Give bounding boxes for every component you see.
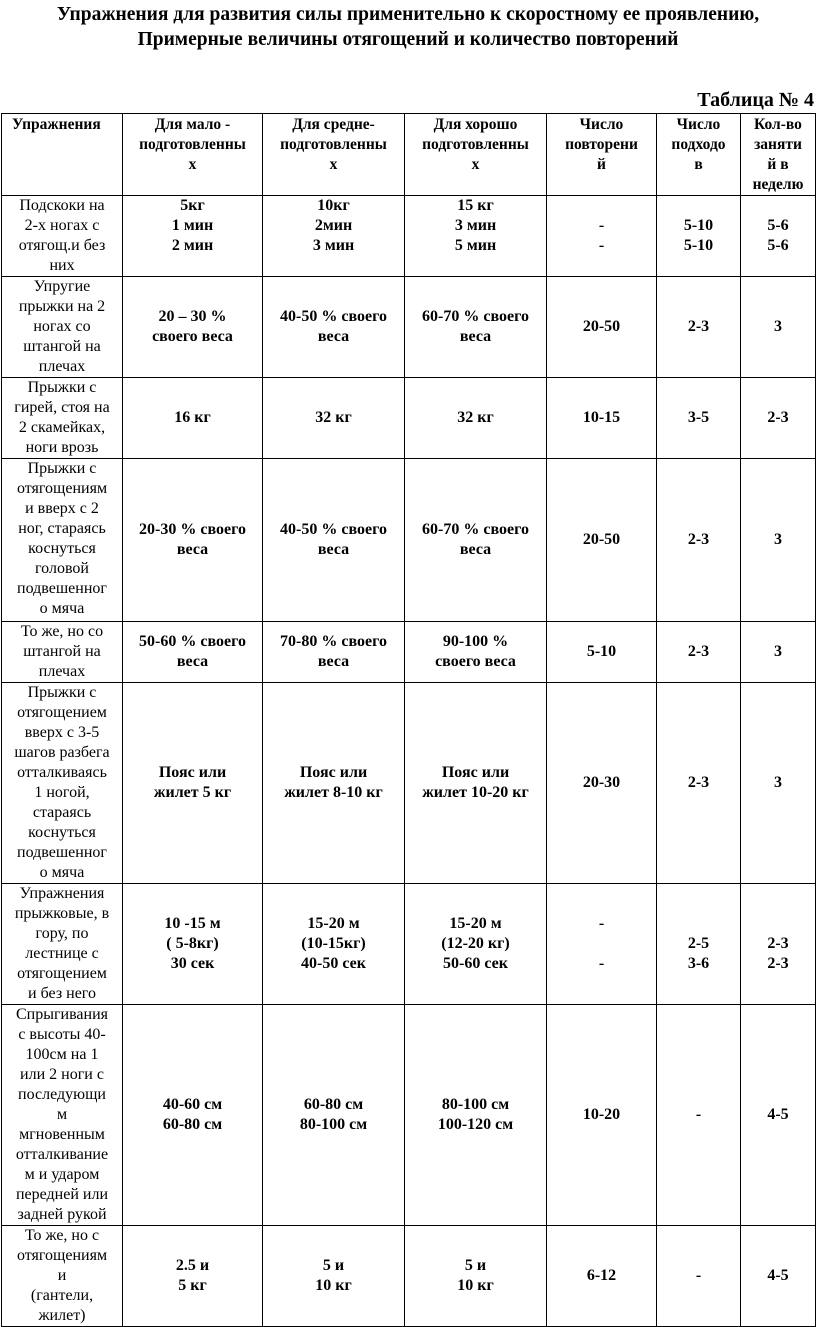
cell-text: 3	[774, 531, 782, 548]
cell-text: Подскоки на 2-х ногах с отягощ.и без них	[18, 197, 106, 274]
cell-text: Пояс или жилет 10-20 кг	[422, 764, 529, 801]
table-cell-repetitions	[547, 884, 657, 1005]
table-cell-sets	[657, 277, 741, 378]
table-cell-repetitions	[547, 459, 657, 622]
cell-text: Упругие прыжки на 2 ногах со штангой на плечах	[18, 278, 106, 375]
table-cell-beginner	[123, 277, 263, 378]
table-cell-sessions	[741, 459, 816, 622]
table-row	[2, 1005, 816, 1226]
table-cell-exercise	[2, 683, 123, 884]
header-row	[2, 114, 816, 196]
cell-text: 2-3	[687, 774, 710, 791]
table-row	[2, 1226, 816, 1327]
cell-text: 15 кг 3 мин 5 мин	[454, 197, 497, 254]
header-cell-repetitions: Число повторени й	[547, 114, 657, 196]
cell-text: 5-10 5-10	[683, 217, 714, 254]
table-cell-sessions	[741, 884, 816, 1005]
table-cell-sets	[657, 884, 741, 1005]
cell-text: Прыжки с гирей, стоя на 2 скамейках, ноги врозь	[14, 379, 110, 456]
table-row	[2, 196, 816, 277]
table-cell-repetitions	[547, 196, 657, 277]
cell-text: 3-5	[687, 409, 710, 426]
cell-text: Упражнения прыжковые, в гору, по лестнице с отягощением и без него	[14, 885, 110, 1002]
cell-text: 2.5 и 5 кг	[175, 1257, 210, 1294]
exercise-table	[1, 113, 816, 1327]
cell-text: 2-3	[687, 643, 710, 660]
table-cell-beginner	[123, 1226, 263, 1327]
table-cell-exercise	[2, 884, 123, 1005]
cell-text: 10 -15 м ( 5-8кг) 30 сек	[164, 915, 221, 972]
cell-text: -	[695, 1106, 702, 1123]
header-cell-advanced: Для хорошо подготовленны х	[405, 114, 547, 196]
cell-text: 3	[774, 643, 782, 660]
cell-text: Прыжки с отягощениям и вверх с 2 ног, стараясь коснуться головой подвешенног о мяча	[16, 460, 108, 617]
cell-text: 16 кг	[174, 409, 211, 426]
table-row	[2, 622, 816, 683]
table-cell-intermediate	[263, 622, 405, 683]
table-cell-sets	[657, 622, 741, 683]
table-cell-beginner	[123, 683, 263, 884]
cell-text: 2-3	[767, 409, 789, 426]
table-cell-advanced	[405, 622, 547, 683]
table-cell-sessions	[741, 196, 816, 277]
cell-text: 4-5	[767, 1106, 789, 1123]
table-cell-intermediate	[263, 196, 405, 277]
cell-text: 20-50	[582, 531, 621, 548]
table-row	[2, 277, 816, 378]
table-cell-sessions	[741, 683, 816, 884]
table-row	[2, 884, 816, 1005]
document-title	[0, 2, 816, 52]
title-line-1: Упражнения для развития силы применительно к скоростному ее проявлению,	[56, 4, 760, 25]
cell-text: Прыжки с отягощением вверх с 3-5 шагов разбега отталкиваясь 1 ногой, стараясь коснуться подвешенног о мяча	[14, 684, 110, 881]
cell-text: 40-50 % своего веса	[280, 308, 387, 345]
cell-text: То же, но со штангой на плечах	[20, 623, 104, 680]
table-cell-intermediate	[263, 884, 405, 1005]
cell-text: 20-50	[582, 318, 621, 335]
table-cell-sessions	[741, 1005, 816, 1226]
cell-text: 5 и 10 кг	[457, 1257, 494, 1294]
table-cell-advanced	[405, 1226, 547, 1327]
table-cell-advanced	[405, 378, 547, 459]
cell-text: 20-30	[582, 774, 621, 791]
table-cell-exercise	[2, 459, 123, 622]
table-cell-advanced	[405, 196, 547, 277]
table-cell-sets	[657, 1005, 741, 1226]
cell-text: 80-100 см 100-120 см	[437, 1096, 514, 1133]
cell-text: 5 и 10 кг	[315, 1257, 352, 1294]
cell-text: 10-15	[582, 409, 621, 426]
header-cell-beginner: Для мало - подготовленны х	[123, 114, 263, 196]
table-cell-exercise	[2, 1005, 123, 1226]
table-cell-advanced	[405, 459, 547, 622]
cell-text: 5-10	[586, 643, 617, 660]
cell-text: 5-6 5-6	[767, 217, 789, 254]
table-cell-repetitions	[547, 378, 657, 459]
cell-text: 2-3	[687, 318, 710, 335]
table-cell-sets	[657, 683, 741, 884]
cell-text: 3	[774, 318, 782, 335]
cell-text: 40-50 % своего веса	[280, 521, 387, 558]
table-cell-intermediate	[263, 683, 405, 884]
table-cell-beginner	[123, 622, 263, 683]
table-cell-exercise	[2, 378, 123, 459]
cell-text: 6-12	[586, 1267, 617, 1284]
cell-text: 60-70 % своего веса	[422, 308, 529, 345]
table-cell-advanced	[405, 277, 547, 378]
table-cell-repetitions	[547, 683, 657, 884]
table-cell-advanced	[405, 1005, 547, 1226]
cell-text: -	[695, 1267, 702, 1284]
title-line-2: Примерные величины отягощений и количество повторений	[137, 29, 679, 50]
cell-text: 60-80 см 80-100 см	[299, 1096, 368, 1133]
table-cell-exercise	[2, 196, 123, 277]
cell-text: 50-60 % своего веса	[139, 633, 246, 670]
table-cell-beginner	[123, 884, 263, 1005]
table-cell-intermediate	[263, 378, 405, 459]
table-cell-intermediate	[263, 277, 405, 378]
table-cell-sets	[657, 196, 741, 277]
table-cell-beginner	[123, 378, 263, 459]
table-cell-repetitions	[547, 1005, 657, 1226]
table-cell-sets	[657, 1226, 741, 1327]
table-row	[2, 459, 816, 622]
cell-text: 70-80 % своего веса	[280, 633, 387, 670]
cell-text: 32 кг	[457, 409, 494, 426]
header-cell-sets: Число подходо в	[657, 114, 741, 196]
table-cell-repetitions	[547, 622, 657, 683]
cell-text: То же, но с отягощениям и (гантели, жилет)	[16, 1227, 108, 1324]
cell-text: 15-20 м (10-15кг) 40-50 сек	[301, 915, 366, 972]
cell-text: Пояс или жилет 5 кг	[153, 764, 232, 801]
header-cell-exercises: Упражнения	[2, 114, 123, 196]
cell-text: 4-5	[767, 1267, 789, 1284]
cell-text: 2-3	[687, 531, 710, 548]
table-row	[2, 378, 816, 459]
table-cell-sessions	[741, 622, 816, 683]
table-row	[2, 683, 816, 884]
table-cell-sessions	[741, 277, 816, 378]
cell-text: 40-60 см 60-80 см	[162, 1096, 223, 1133]
table-cell-advanced	[405, 884, 547, 1005]
cell-text: 5кг 1 мин 2 мин	[171, 197, 214, 254]
cell-text: Спрыгивания с высоты 40- 100см на 1 или 2 ноги с последующи м мгновенным отталкивание м и ударом передней или задней рукой	[15, 1006, 109, 1223]
header-cell-intermediate: Для средне- подготовленны х	[263, 114, 405, 196]
cell-text: 10кг 2мин 3 мин	[312, 197, 355, 254]
table-cell-intermediate	[263, 459, 405, 622]
table-cell-exercise	[2, 277, 123, 378]
table-cell-exercise	[2, 1226, 123, 1327]
cell-text: 32 кг	[315, 409, 352, 426]
table-cell-repetitions	[547, 277, 657, 378]
cell-text: Пояс или жилет 8-10 кг	[284, 764, 383, 801]
table-cell-beginner	[123, 1005, 263, 1226]
cell-text: 2-5 3-6	[687, 935, 710, 972]
cell-text: 20 – 30 % своего веса	[152, 308, 233, 345]
table-cell-advanced	[405, 683, 547, 884]
table-cell-sessions	[741, 1226, 816, 1327]
cell-text: - -	[598, 915, 605, 972]
cell-text: 90-100 % своего веса	[435, 633, 516, 670]
cell-text: 10-20	[582, 1106, 621, 1123]
table-cell-sets	[657, 378, 741, 459]
cell-text: 60-70 % своего веса	[422, 521, 529, 558]
cell-text: - -	[598, 217, 605, 254]
table-cell-intermediate	[263, 1005, 405, 1226]
table-cell-beginner	[123, 196, 263, 277]
cell-text: 2-3 2-3	[767, 935, 789, 972]
table-cell-intermediate	[263, 1226, 405, 1327]
cell-text: 15-20 м (12-20 кг) 50-60 сек	[441, 915, 510, 972]
cell-text: 20-30 % своего веса	[139, 521, 246, 558]
table-cell-beginner	[123, 459, 263, 622]
table-cell-exercise	[2, 622, 123, 683]
header-cell-sessions-per-week: Кол-во заняти й в неделю	[741, 114, 816, 196]
table-cell-repetitions	[547, 1226, 657, 1327]
table-number-label: Таблица № 4	[697, 89, 814, 111]
table-cell-sessions	[741, 378, 816, 459]
table-cell-sets	[657, 459, 741, 622]
cell-text: 3	[774, 774, 782, 791]
